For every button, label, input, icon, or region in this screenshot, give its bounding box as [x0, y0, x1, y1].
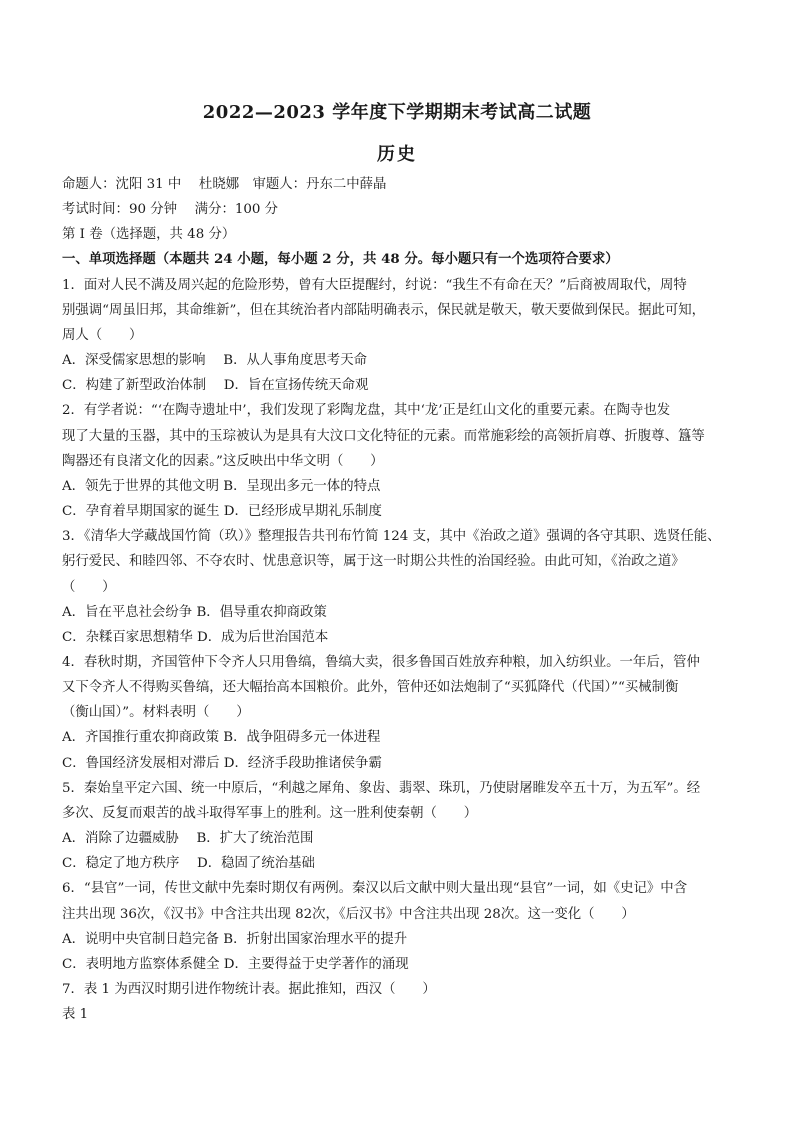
exam-body [62, 172, 732, 1027]
question-4-stem-line: 4．春秋时期，齐国管仲下令齐人只用鲁缟，鲁缟大卖，很多鲁国百姓放弃种粮，加入纺织业。一年后，管仲 [62, 654, 700, 670]
question-4-options: A．齐国推行重农抑商政策 B．战争阻碍多元一体进程 [62, 730, 381, 746]
question-1-options: A．深受儒家思想的影响 B．从人事角度思考天命 [62, 353, 367, 369]
question-3-stem-line: 躬行爱民、和睦四邻、不夺农时、忧患意识等，属于这一时期公共性的治国经验。由此可知，《治政之道》 [62, 554, 685, 570]
subject-title: 历史 [377, 144, 417, 165]
question-5-options: A．消除了边疆威胁 B．扩大了统治范围 [62, 831, 314, 847]
question-2-options: A．领先于世界的其他文明 B．呈现出多元一体的特点 [62, 478, 381, 494]
question-4-options: C．鲁国经济发展相对滞后 D．经济手段助推诸侯争霸 [62, 755, 382, 771]
part-title: 第 I 卷（选择题，共 48 分） [62, 227, 236, 243]
question-3-stem-line: （ ） [62, 579, 116, 595]
authors-line: 命题人：沈阳 31 中 杜晓娜 审题人：丹东二中薛晶 [62, 177, 387, 192]
question-1-stem-line: 别强调“周虽旧邦，其命维新”，但在其统治者内部陆明确表示，保民就是敬天，敬天要做到保民。据此可知， [62, 302, 706, 318]
question-2-options: C．孕育着早期国家的诞生 D．已经形成早期礼乐制度 [62, 504, 382, 520]
question-6-stem-line: 6．“县官”一词，传世文献中先秦时期仅有两例。秦汉以后文献中则大量出现“县官”一词，如《史记》中含 [62, 881, 688, 897]
table-caption: 表 1 [62, 1007, 89, 1023]
question-1-stem-line: 1．面对人民不满及周兴起的危险形势，曾有大臣提醒纣，纣说：“我生不有命在天？”后商被周取代，周特 [62, 277, 687, 293]
question-5-stem-line: 多次、反复而艰苦的战斗取得军事上的胜利。这一胜利使秦朝（ ） [62, 805, 478, 821]
question-2-stem-line: 现了大量的玉器，其中的玉琮被认为是具有大汶口文化特征的元素。而常施彩绘的高领折肩尊、折腹尊、簋等 [62, 428, 705, 444]
question-1-options: C．构建了新型政治体制 D．旨在宣扬传统天命观 [62, 378, 369, 394]
question-5-stem-line: 5．秦始皇平定六国、统一中原后，“利越之犀角、象齿、翡翠、珠玑，乃使尉屠睢发卒五十万，为五军”。经 [62, 780, 701, 796]
question-2-stem-line: 2．有学者说：“‘在陶寺遗址中’，我们发现了彩陶龙盘，其中‘龙’正是红山文化的重要元素。在陶寺也发 [62, 403, 671, 419]
exam-info-line: 考试时间：90 分钟 满分：100 分 [62, 202, 279, 218]
section-heading: 一、单项选择题（本题共 24 小题，每小题 2 分，共 48 分。每小题只有一个选项符合要求） [62, 251, 619, 268]
question-6-options: A．说明中央官制日趋完备 B．折射出国家治理水平的提升 [62, 931, 408, 947]
question-7-stem-line: 7．表 1 为西汉时期引进作物统计表。据此推知，西汉（ ） [62, 982, 436, 997]
question-4-stem-line: （衡山国）”。材料表明（ ） [62, 705, 250, 721]
question-3-options: A．旨在平息社会纷争 B．倡导重农抑商政策 [62, 604, 327, 620]
question-3-stem-line: 3．《清华大学藏战国竹简（玖）》整理报告共刊布竹简 124 支，其中《治政之道》强调的各守其职、选贤任能、 [62, 529, 721, 545]
question-3-options: C．杂糅百家思想精华 D．成为后世治国范本 [62, 629, 329, 645]
question-2-stem-line: 陶器还有良渚文化的因素。”这反映出中华文明（ ） [62, 453, 384, 469]
question-4-stem-line: 又下令齐人不得购买鲁缟，还大幅抬高本国粮价。此外，管仲还如法炮制了“买狐降代（代国）”“买械制衡 [62, 680, 679, 696]
question-6-options: C．表明地方监察体系健全 D．主要得益于史学著作的涌现 [62, 956, 409, 972]
exam-title: 2022—2023 学年度下学期期末考试高二试题 [202, 102, 592, 123]
question-5-options: C．稳定了地方秩序 D．稳固了统治基础 [62, 856, 315, 872]
question-1-stem-line: 周人（ ） [62, 327, 143, 343]
question-6-stem-line: 注共出现 36次，《汉书》中含注共出现 82次，《后汉书》中含注共出现 28次。这一变化（ ） [62, 906, 635, 922]
